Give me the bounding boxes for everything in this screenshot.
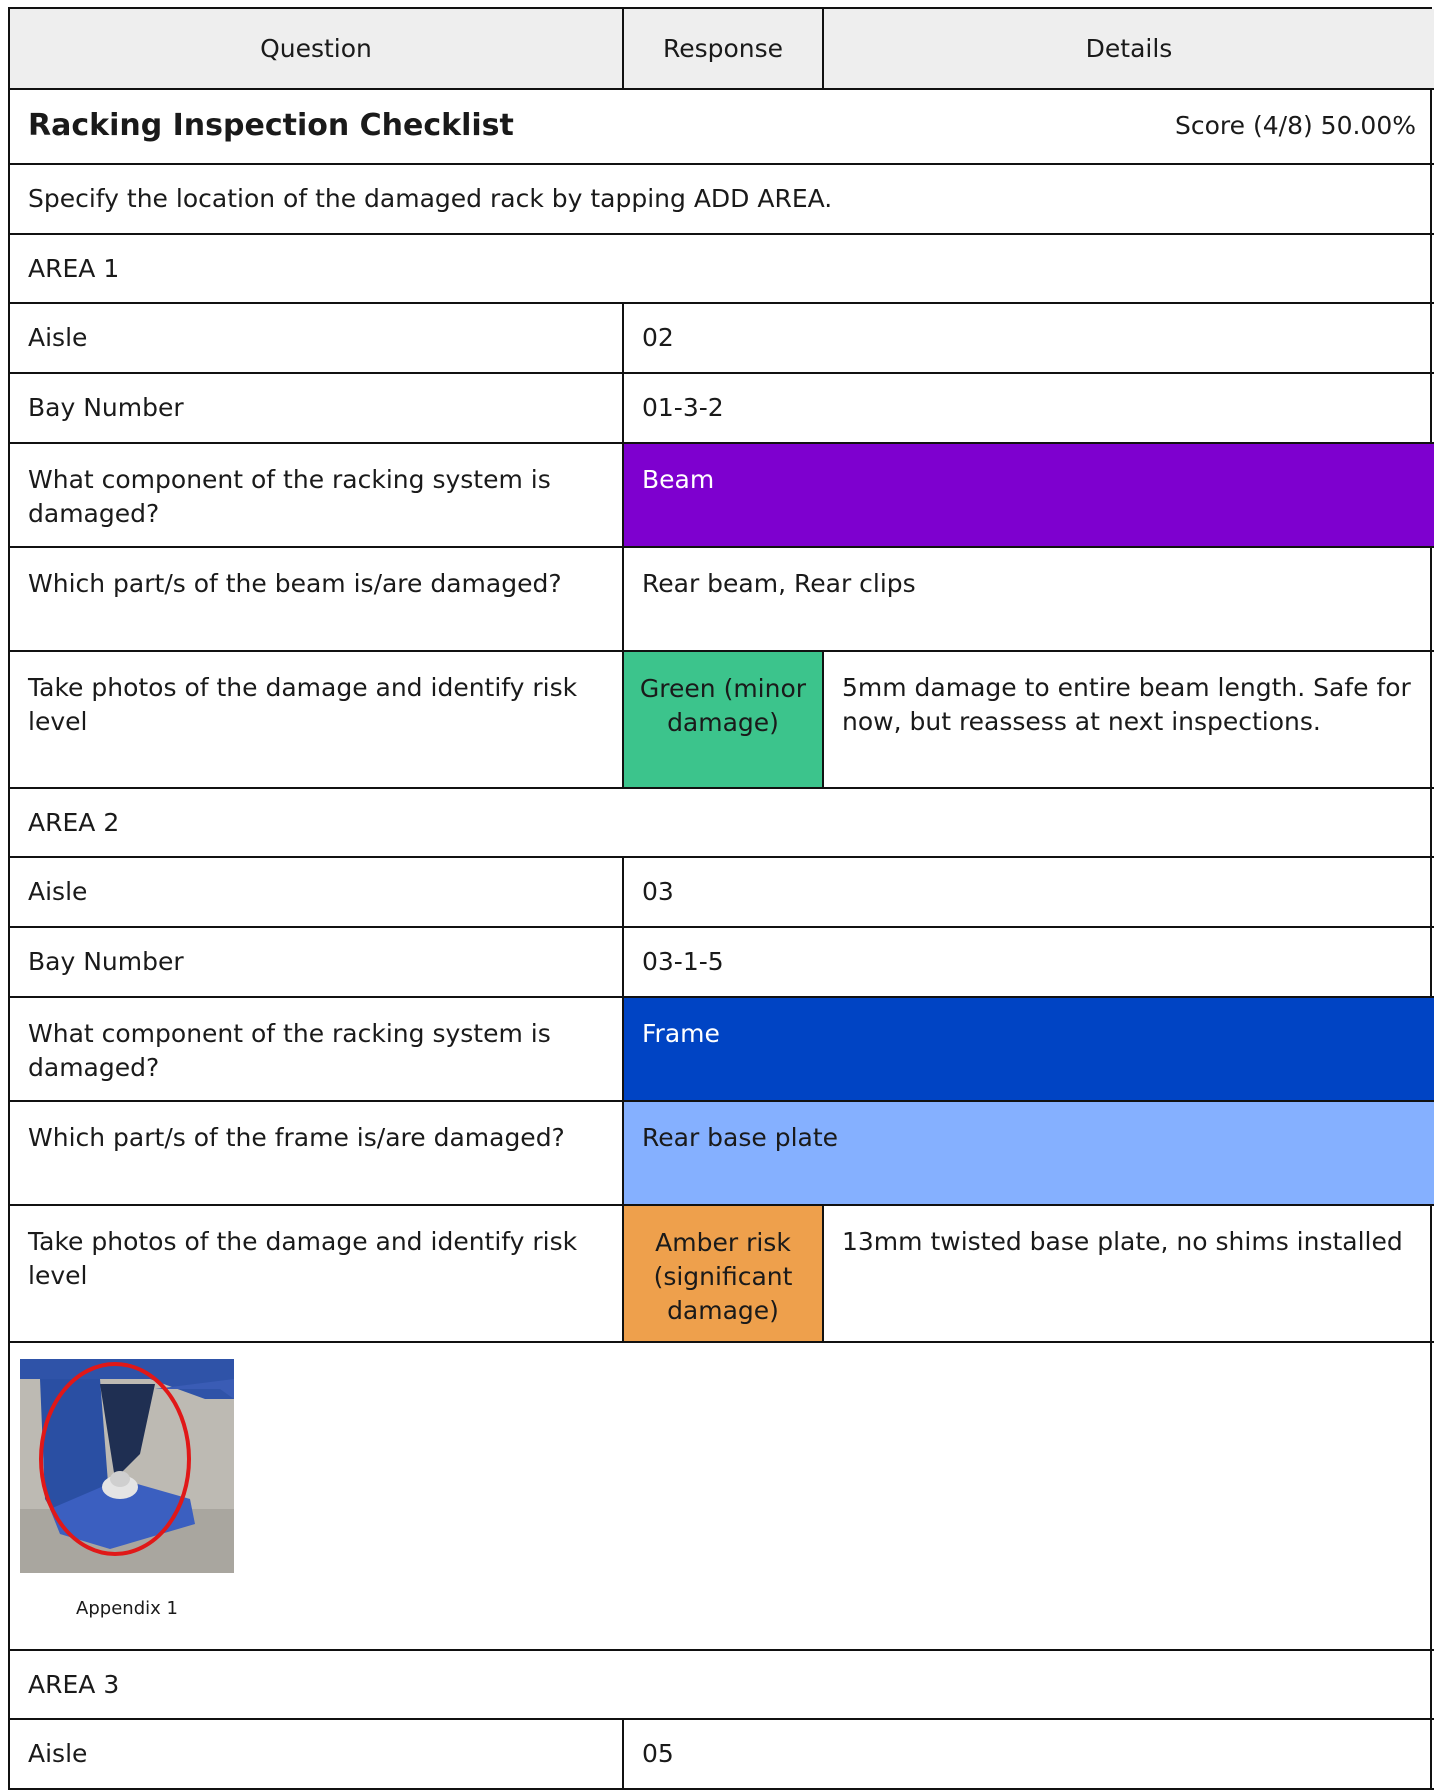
question-cell: Which part/s of the frame is/are damaged? (10, 1101, 623, 1205)
question-cell: Take photos of the damage and identify risk level (10, 1205, 623, 1342)
header-response: Response (623, 9, 823, 89)
title-row (10, 89, 1434, 164)
header-question: Question (10, 9, 623, 89)
score-text: Score (4/8) 50.00% (1175, 111, 1416, 140)
question-cell: Aisle (10, 857, 623, 927)
question-cell: Bay Number (10, 927, 623, 997)
question-cell: Take photos of the damage and identify risk level (10, 651, 623, 788)
area-header (10, 234, 1434, 303)
table-row (10, 303, 1434, 373)
table-row (10, 1205, 1434, 1342)
table-row (10, 1719, 1434, 1789)
table-row (10, 373, 1434, 443)
header-details: Details (823, 9, 1434, 89)
photo-caption: Appendix 1 (76, 1598, 178, 1619)
area-label: AREA 2 (10, 788, 1434, 857)
area-label: AREA 3 (10, 1650, 1434, 1719)
question-cell: Aisle (10, 303, 623, 373)
table-row (10, 547, 1434, 651)
photo-row (10, 1342, 1434, 1650)
question-cell: Which part/s of the beam is/are damaged? (10, 547, 623, 651)
answer-cell: 03 (623, 857, 1434, 927)
question-cell: What component of the racking system is damaged? (10, 443, 623, 547)
instruction-text: Specify the location of the damaged rack by tapping ADD AREA. (10, 164, 1434, 234)
table-row (10, 997, 1434, 1101)
risk-details: 13mm twisted base plate, no shims installed (823, 1205, 1434, 1342)
component-answer-frame: Frame (623, 997, 1434, 1101)
answer-cell: 05 (623, 1719, 1434, 1789)
answer-cell: Rear beam, Rear clips (623, 547, 1434, 651)
answer-cell: 03-1-5 (623, 927, 1434, 997)
area-header (10, 1650, 1434, 1719)
component-answer-beam: Beam (623, 443, 1434, 547)
instruction-row (10, 164, 1434, 234)
table-row (10, 927, 1434, 997)
area-label: AREA 1 (10, 234, 1434, 303)
damaged-base-plate-photo (20, 1359, 234, 1573)
table-row (10, 857, 1434, 927)
question-cell: Bay Number (10, 373, 623, 443)
table-row (10, 1101, 1434, 1205)
inspection-report (8, 7, 1432, 1790)
question-cell: What component of the racking system is damaged? (10, 997, 623, 1101)
risk-level-amber: Amber risk (significant damage) (623, 1205, 823, 1342)
table-header (10, 9, 1434, 89)
table-row (10, 443, 1434, 547)
part-answer-frame: Rear base plate (623, 1101, 1434, 1205)
page-title: Racking Inspection Checklist (28, 108, 514, 143)
question-cell: Aisle (10, 1719, 623, 1789)
area-header (10, 788, 1434, 857)
answer-cell: 02 (623, 303, 1434, 373)
risk-details: 5mm damage to entire beam length. Safe for now, but reassess at next inspections. (823, 651, 1434, 788)
damage-photo[interactable] (20, 1359, 234, 1626)
inspection-table (10, 9, 1434, 1790)
table-row (10, 651, 1434, 788)
risk-level-green: Green (minor damage) (623, 651, 823, 788)
answer-cell: 01-3-2 (623, 373, 1434, 443)
